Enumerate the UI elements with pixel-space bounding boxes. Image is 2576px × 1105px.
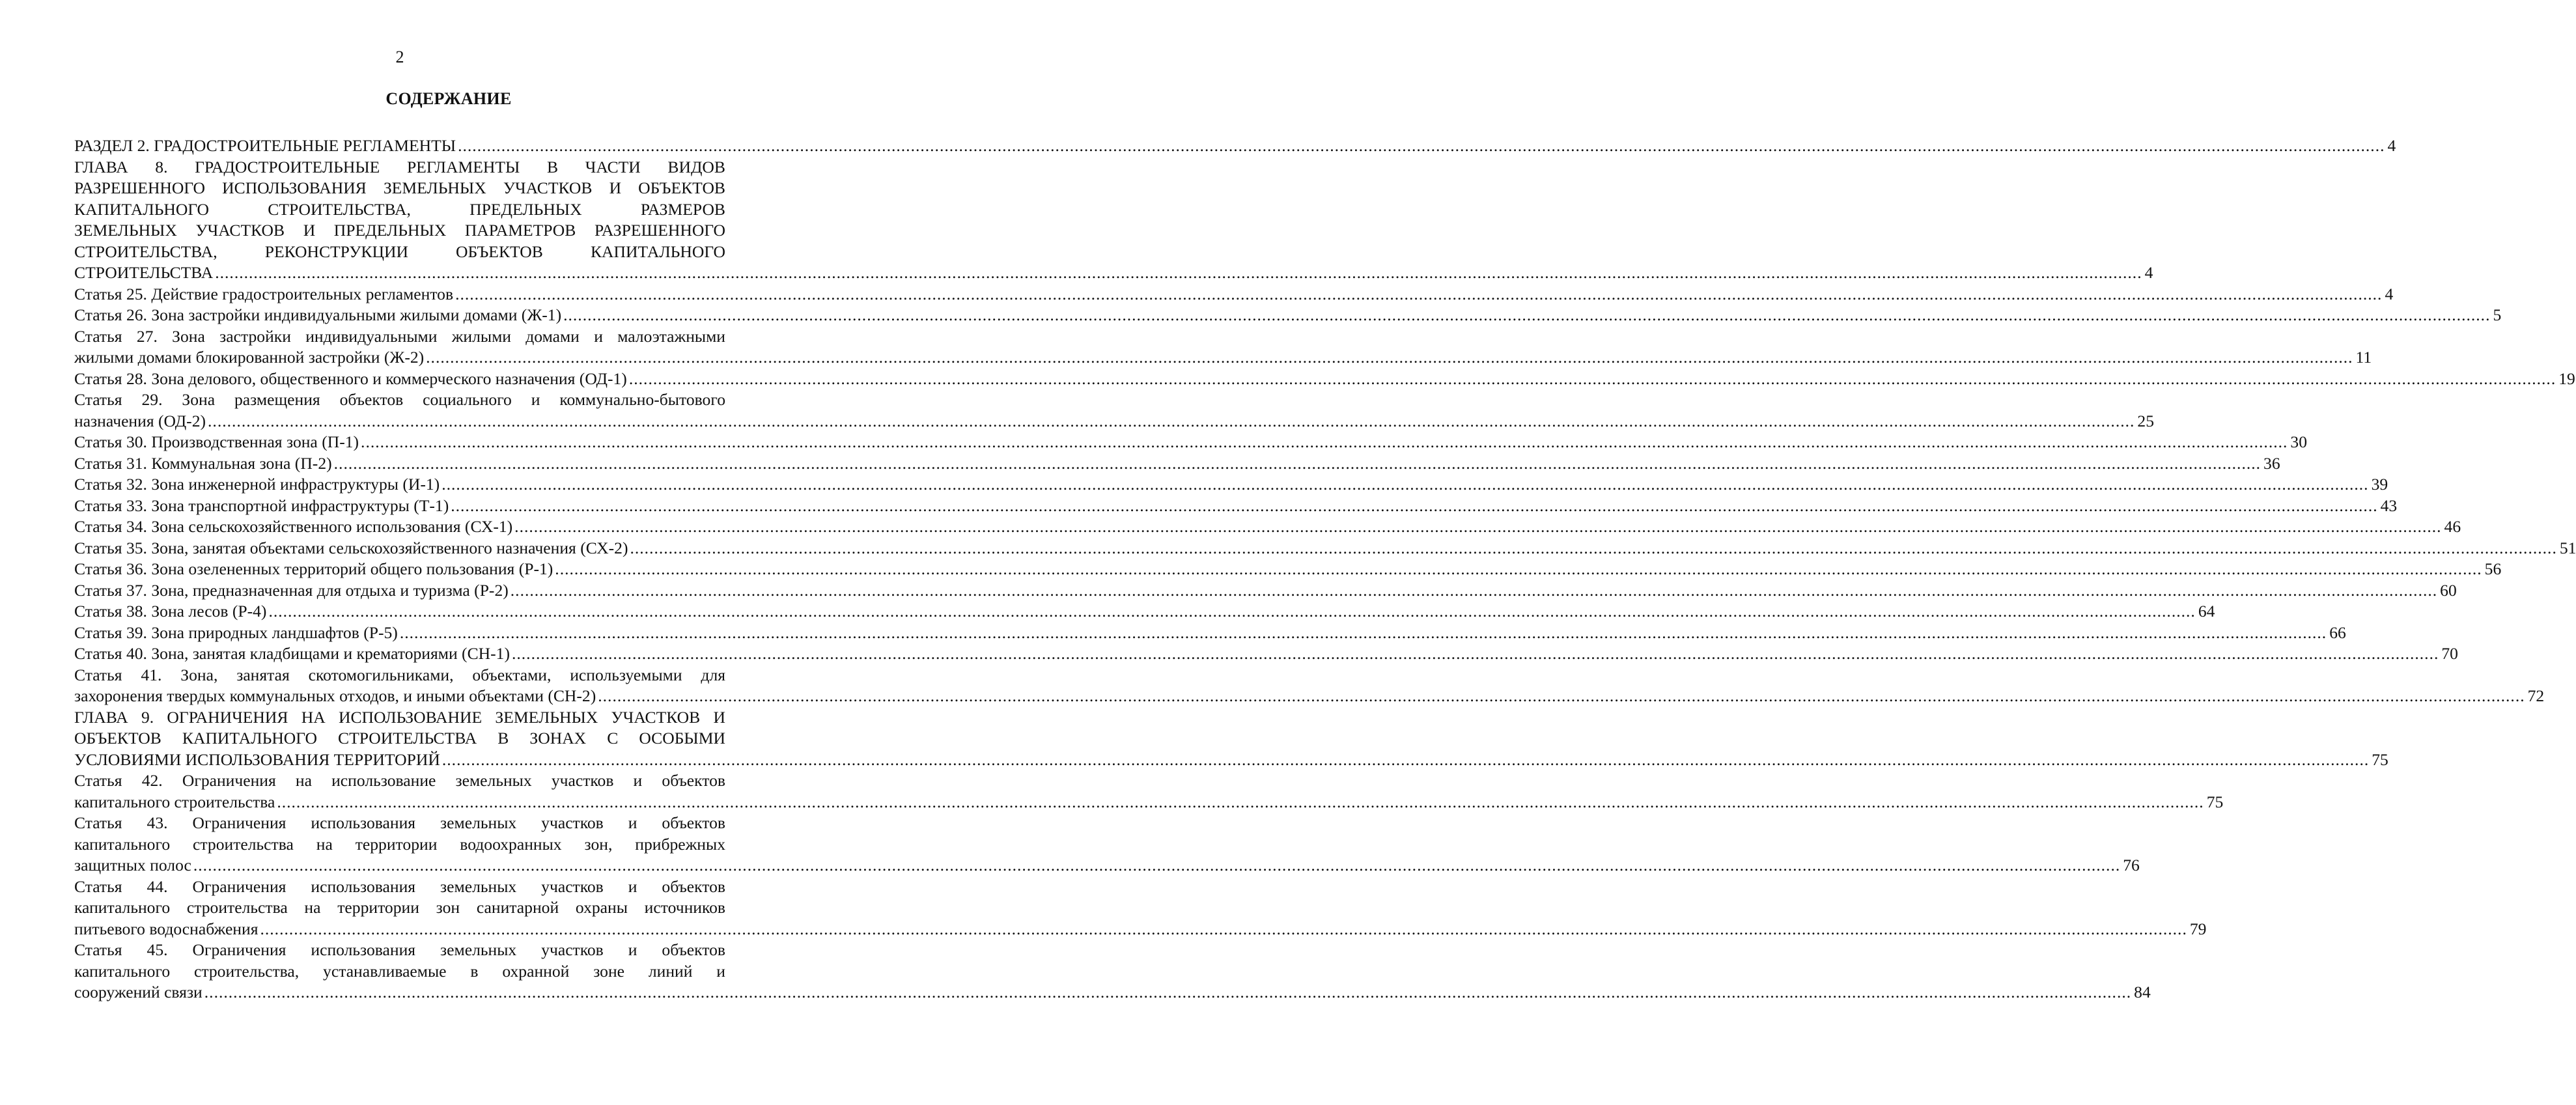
- toc-entry-last-line: [74, 686, 2545, 707]
- toc-entry-title: РАЗДЕЛ 2. ГРАДОСТРОИТЕЛЬНЫЕ РЕГЛАМЕНТЫ: [74, 136, 456, 155]
- toc-page-number: 30: [2290, 432, 2308, 451]
- toc-entry[interactable]: [74, 813, 2140, 876]
- toc-page-number: 4: [2385, 284, 2394, 303]
- toc-page-number: 84: [2134, 983, 2151, 1001]
- toc-entry-title: Статья 36. Зона озелененных территорий общего пользования (Р-1): [74, 559, 553, 578]
- toc-entry-line: ГЛАВА 9. ОГРАНИЧЕНИЯ НА ИСПОЛЬЗОВАНИЕ ЗЕМЕЛЬНЫХ УЧАСТКОВ И: [74, 707, 725, 727]
- dot-leader: ................................................................................................................................................................................................................................................................................................................................................................................................................: [510, 580, 2438, 600]
- toc-entry-title: Статья 32. Зона инженерной инфраструктуры (И-1): [74, 475, 440, 494]
- toc-entry[interactable]: [74, 453, 2280, 475]
- toc-page-number: 51: [2559, 538, 2576, 557]
- toc-entry-line: Статья 42. Ограничения на использование земельных участков и объектов: [74, 771, 725, 790]
- toc-entry-last-line: [74, 305, 2502, 326]
- toc-page-number: 66: [2329, 622, 2346, 642]
- toc-entry-line: СТРОИТЕЛЬСТВА, РЕКОНСТРУКЦИИ ОБЪЕКТОВ КАПИТАЛЬНОГО: [74, 242, 725, 261]
- toc-entry-title: сооружений связи: [74, 983, 203, 1001]
- page-title: СОДЕРЖАНИЕ: [385, 89, 512, 108]
- toc-entry-line: Статья 45. Ограничения использования земельных участков и объектов: [74, 940, 725, 959]
- toc-entry-last-line: [74, 982, 2151, 1003]
- toc-entry[interactable]: [74, 135, 2396, 157]
- dot-leader: ................................................................................................................................................................................................................................................................................................................................................................................................................: [204, 983, 2132, 1001]
- toc-entry-last-line: [74, 262, 2153, 284]
- toc-entry-line: Статья 41. Зона, занятая скотомогильниками, объектами, используемыми для: [74, 665, 725, 684]
- toc-entry-last-line: [74, 580, 2457, 602]
- dot-leader: ................................................................................................................................................................................................................................................................................................................................................................................................................: [441, 475, 2369, 494]
- dot-leader: ................................................................................................................................................................................................................................................................................................................................................................................................................: [455, 284, 2383, 303]
- toc-entry-title: УСЛОВИЯМИ ИСПОЛЬЗОВАНИЯ ТЕРРИТОРИЙ: [74, 749, 440, 769]
- toc-entry[interactable]: [74, 665, 2545, 707]
- toc-entry-title: питьевого водоснабжения: [74, 919, 259, 938]
- dot-leader: ................................................................................................................................................................................................................................................................................................................................................................................................................: [514, 517, 2442, 536]
- toc-entry[interactable]: [74, 643, 2458, 665]
- toc-entry-last-line: [74, 432, 2308, 453]
- toc-entry[interactable]: [74, 284, 2394, 305]
- dot-leader: ................................................................................................................................................................................................................................................................................................................................................................................................................: [555, 559, 2482, 578]
- dot-leader: ................................................................................................................................................................................................................................................................................................................................................................................................................: [511, 644, 2439, 663]
- dot-leader: ................................................................................................................................................................................................................................................................................................................................................................................................................: [399, 622, 2327, 642]
- toc-entry[interactable]: [74, 496, 2398, 517]
- toc-entry-last-line: [74, 135, 2396, 157]
- toc-entry-title: назначения (ОД-2): [74, 411, 206, 430]
- toc-page-number: 79: [2189, 919, 2207, 938]
- toc-entry-line: капитального строительства, устанавливаемые в охранной зоне линий и: [74, 961, 725, 981]
- toc-entry-title: Статья 26. Зона застройки индивидуальными жилыми домами (Ж-1): [74, 305, 562, 324]
- toc-page-number: 76: [2123, 856, 2140, 874]
- toc-entry-line: капитального строительства на территории водоохранных зон, прибрежных: [74, 834, 725, 854]
- toc-page-number: 64: [2198, 602, 2215, 621]
- toc-entry[interactable]: [74, 516, 2461, 538]
- toc-entry-last-line: [74, 538, 2576, 559]
- toc-entry-title: капитального строительства: [74, 792, 275, 811]
- toc-entry-title: захоронения твердых коммунальных отходов, и иными объектами (СН-2): [74, 686, 596, 705]
- toc-entry-line: Статья 29. Зона размещения объектов социального и коммунально-бытового: [74, 390, 725, 409]
- toc-entry-title: Статья 37. Зона, предназначенная для отдыха и туризма (Р-2): [74, 580, 509, 600]
- toc-entry-last-line: [74, 496, 2398, 517]
- toc-page-number: 56: [2484, 559, 2502, 578]
- dot-leader: ................................................................................................................................................................................................................................................................................................................................................................................................................: [277, 792, 2204, 811]
- toc-page-number: 11: [2355, 348, 2372, 367]
- table-of-contents: [74, 135, 2576, 1003]
- toc-entry-title: СТРОИТЕЛЬСТВА: [74, 263, 214, 282]
- toc-page-number: 25: [2137, 411, 2154, 430]
- toc-entry-line: капитального строительства на территории зон санитарной охраны источников: [74, 898, 725, 917]
- toc-entry-last-line: [74, 284, 2394, 305]
- toc-entry[interactable]: [74, 876, 2207, 940]
- toc-entry-title: Статья 40. Зона, занятая кладбищами и крематориями (СН-1): [74, 644, 510, 663]
- toc-entry-line: ГЛАВА 8. ГРАДОСТРОИТЕЛЬНЫЕ РЕГЛАМЕНТЫ В ЧАСТИ ВИДОВ: [74, 157, 725, 176]
- toc-page-number: 46: [2444, 517, 2461, 536]
- dot-leader: ................................................................................................................................................................................................................................................................................................................................................................................................................: [215, 263, 2142, 282]
- toc-entry[interactable]: [74, 157, 2153, 284]
- toc-entry-title: Статья 30. Производственная зона (П-1): [74, 432, 359, 451]
- dot-leader: ................................................................................................................................................................................................................................................................................................................................................................................................................: [193, 856, 2121, 874]
- toc-entry-last-line: [74, 855, 2140, 876]
- toc-page-number: 5: [2493, 305, 2502, 324]
- toc-entry[interactable]: [74, 389, 2154, 432]
- dot-leader: ................................................................................................................................................................................................................................................................................................................................................................................................................: [333, 453, 2261, 473]
- dot-leader: ................................................................................................................................................................................................................................................................................................................................................................................................................: [441, 749, 2370, 769]
- dot-leader: ................................................................................................................................................................................................................................................................................................................................................................................................................: [458, 136, 2385, 155]
- toc-entry-title: Статья 38. Зона лесов (Р-4): [74, 602, 267, 621]
- toc-entry-last-line: [74, 559, 2502, 580]
- dot-leader: ................................................................................................................................................................................................................................................................................................................................................................................................................: [260, 919, 2187, 938]
- dot-leader: ................................................................................................................................................................................................................................................................................................................................................................................................................: [628, 369, 2556, 388]
- toc-entry[interactable]: [74, 707, 2388, 771]
- page-number: 2: [395, 48, 404, 66]
- toc-page-number: 72: [2527, 686, 2545, 705]
- toc-entry-last-line: [74, 369, 2575, 390]
- dot-leader: ................................................................................................................................................................................................................................................................................................................................................................................................................: [563, 305, 2491, 324]
- toc-entry-title: Статья 25. Действие градостроительных регламентов: [74, 284, 454, 303]
- toc-page-number: 70: [2441, 644, 2458, 663]
- toc-entry[interactable]: [74, 580, 2457, 602]
- toc-page-number: 19: [2558, 369, 2575, 388]
- toc-entry-last-line: [74, 347, 2372, 369]
- toc-entry[interactable]: [74, 474, 2388, 496]
- toc-entry-line: КАПИТАЛЬНОГО СТРОИТЕЛЬСТВА, ПРЕДЕЛЬНЫХ РАЗМЕРОВ: [74, 199, 725, 219]
- toc-entry-title: Статья 35. Зона, занятая объектами сельскохозяйственного назначения (СХ-2): [74, 538, 628, 557]
- toc-entry-line: РАЗРЕШЕННОГО ИСПОЛЬЗОВАНИЯ ЗЕМЕЛЬНЫХ УЧАСТКОВ И ОБЪЕКТОВ: [74, 178, 725, 197]
- dot-leader: ................................................................................................................................................................................................................................................................................................................................................................................................................: [451, 496, 2378, 515]
- toc-entry-line: ОБЪЕКТОВ КАПИТАЛЬНОГО СТРОИТЕЛЬСТВА В ЗОНАХ С ОСОБЫМИ: [74, 729, 725, 748]
- toc-entry-line: Статья 44. Ограничения использования земельных участков и объектов: [74, 876, 725, 896]
- toc-entry[interactable]: [74, 326, 2372, 369]
- toc-page-number: 4: [2144, 263, 2153, 282]
- toc-entry[interactable]: [74, 369, 2575, 390]
- dot-leader: ................................................................................................................................................................................................................................................................................................................................................................................................................: [268, 602, 2196, 621]
- toc-entry-last-line: [74, 622, 2346, 644]
- toc-entry[interactable]: [74, 622, 2346, 644]
- toc-entry-last-line: [74, 792, 2224, 813]
- dot-leader: ................................................................................................................................................................................................................................................................................................................................................................................................................: [208, 411, 2135, 430]
- toc-page-number: 75: [2372, 749, 2388, 769]
- dot-leader: ................................................................................................................................................................................................................................................................................................................................................................................................................: [361, 432, 2288, 451]
- toc-entry-title: Статья 31. Коммунальная зона (П-2): [74, 453, 332, 473]
- toc-page-number: 36: [2263, 453, 2280, 473]
- toc-entry-line: Статья 27. Зона застройки индивидуальными жилыми домами и малоэтажными: [74, 326, 725, 346]
- toc-entry-last-line: [74, 749, 2388, 771]
- toc-entry-last-line: [74, 474, 2388, 496]
- toc-entry-title: защитных полос: [74, 856, 191, 874]
- toc-entry-line: ЗЕМЕЛЬНЫХ УЧАСТКОВ И ПРЕДЕЛЬНЫХ ПАРАМЕТРОВ РАЗРЕШЕННОГО: [74, 221, 725, 240]
- toc-page-number: 4: [2387, 136, 2396, 155]
- toc-entry[interactable]: [74, 559, 2502, 580]
- toc-page-number: 39: [2371, 475, 2388, 494]
- toc-entry[interactable]: [74, 940, 2151, 1003]
- toc-entry[interactable]: [74, 305, 2502, 326]
- dot-leader: ................................................................................................................................................................................................................................................................................................................................................................................................................: [598, 686, 2525, 705]
- toc-entry-last-line: [74, 453, 2280, 475]
- toc-entry-title: Статья 39. Зона природных ландшафтов (Р-5): [74, 622, 398, 642]
- toc-entry-last-line: [74, 516, 2461, 538]
- toc-entry-line: Статья 43. Ограничения использования земельных участков и объектов: [74, 813, 725, 832]
- toc-entry[interactable]: [74, 538, 2576, 559]
- toc-entry-title: жилыми домами блокированной застройки (Ж-2): [74, 348, 425, 367]
- toc-entry-last-line: [74, 601, 2215, 622]
- dot-leader: ................................................................................................................................................................................................................................................................................................................................................................................................................: [630, 538, 2557, 557]
- toc-entry-last-line: [74, 643, 2458, 665]
- toc-page-number: 43: [2380, 496, 2398, 515]
- toc-entry-title: Статья 34. Зона сельскохозяйственного использования (СХ-1): [74, 517, 513, 536]
- toc-page-number: 60: [2440, 580, 2457, 600]
- toc-page-number: 75: [2206, 792, 2224, 811]
- toc-entry-last-line: [74, 411, 2154, 432]
- toc-entry-title: Статья 28. Зона делового, общественного и коммерческого назначения (ОД-1): [74, 369, 627, 388]
- toc-entry[interactable]: [74, 601, 2215, 622]
- toc-entry[interactable]: [74, 432, 2308, 453]
- dot-leader: ................................................................................................................................................................................................................................................................................................................................................................................................................: [426, 348, 2353, 367]
- toc-entry-title: Статья 33. Зона транспортной инфраструктуры (Т-1): [74, 496, 449, 515]
- toc-entry-last-line: [74, 919, 2207, 940]
- toc-entry[interactable]: [74, 770, 2224, 813]
